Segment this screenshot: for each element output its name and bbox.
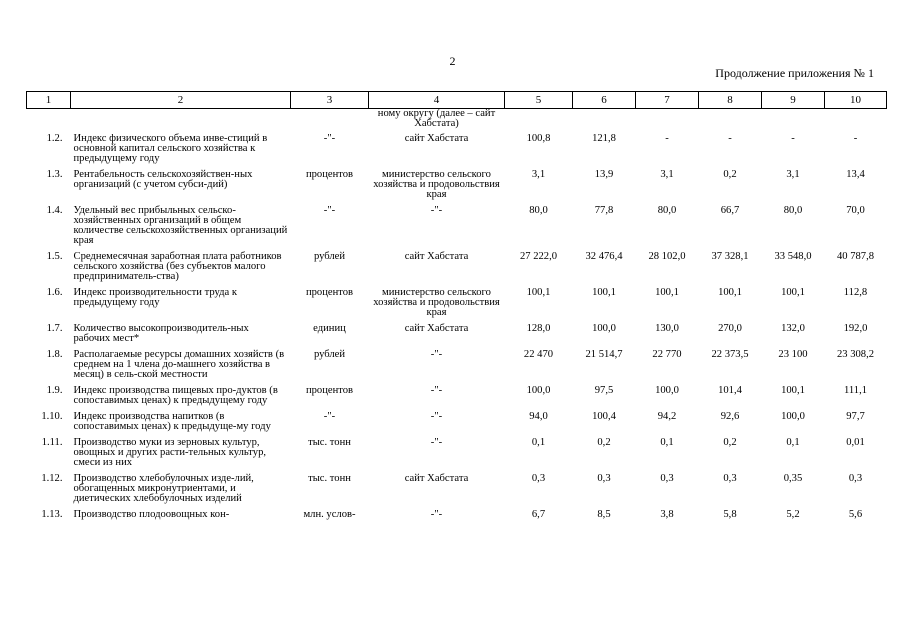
- value-cell: 3,1: [660, 169, 674, 180]
- source-cell: министерство сельского хозяйства и продовольствия края: [373, 287, 500, 318]
- value-cell: 94,0: [529, 411, 548, 422]
- row-number: 1.10.: [41, 411, 63, 422]
- value-cell: 28 102,0: [648, 251, 686, 262]
- value-cell: 0,1: [660, 437, 674, 448]
- source-cell: министерство сельского хозяйства и продовольствия края: [373, 169, 500, 200]
- row-number: 1.12.: [41, 473, 63, 484]
- value-cell: 0,3: [660, 473, 674, 484]
- source-cell: сайт Хабстата: [404, 251, 469, 262]
- row-number: 1.9.: [46, 385, 63, 396]
- value-cell: -: [853, 133, 858, 144]
- column-header-10: 10: [825, 92, 887, 109]
- value-cell: 0,3: [848, 473, 863, 484]
- table-row: [27, 203, 887, 249]
- unit-cell: рублей: [313, 251, 346, 262]
- value-cell: 97,7: [846, 411, 865, 422]
- value-cell: 100,0: [655, 385, 679, 396]
- value-cell: 80,0: [657, 205, 677, 216]
- value-cell: 5,6: [848, 509, 863, 520]
- empty-cell: [27, 109, 71, 132]
- empty-cell: [825, 109, 887, 132]
- table-row: [27, 249, 887, 285]
- source-cell: -"-: [430, 385, 443, 396]
- row-number: 1.4.: [46, 205, 63, 216]
- value-cell: 100,0: [526, 385, 551, 396]
- value-cell: 0,3: [531, 473, 546, 484]
- value-cell: 3,1: [786, 169, 800, 180]
- table-row: [27, 131, 887, 167]
- empty-cell: [71, 109, 291, 132]
- continuation-source: ному округу (далее – сайт Хабстата): [377, 108, 496, 129]
- column-header-1: 1: [27, 92, 71, 109]
- value-cell: 92,6: [720, 411, 740, 422]
- value-cell: -: [728, 133, 732, 144]
- value-cell: 100,8: [526, 133, 551, 144]
- indicator-name: Индекс производства напитков (в сопоставимых ценах) к предыдуще-му году: [73, 411, 271, 432]
- value-cell: 5,2: [786, 509, 800, 520]
- table-row: [27, 167, 887, 203]
- source-cell: сайт Хабстата: [404, 473, 469, 484]
- unit-cell: -"-: [323, 411, 336, 422]
- value-cell: 77,8: [594, 205, 614, 216]
- unit-cell: рублей: [313, 349, 346, 360]
- value-cell: 0,3: [597, 473, 611, 484]
- value-cell: 3,8: [660, 509, 674, 520]
- continuation-row: [27, 109, 887, 132]
- value-cell: 6,7: [531, 509, 546, 520]
- value-cell: 100,1: [655, 287, 679, 298]
- value-cell: 94,2: [657, 411, 677, 422]
- value-cell: -: [791, 133, 795, 144]
- unit-cell: процентов: [305, 169, 354, 180]
- value-cell: 80,0: [783, 205, 803, 216]
- empty-cell: [505, 109, 573, 132]
- value-cell: 0,35: [783, 473, 803, 484]
- value-cell: 70,0: [846, 205, 865, 216]
- value-cell: 100,4: [592, 411, 616, 422]
- indicator-name: Количество высокопроизводитель-ных рабочих мест*: [73, 323, 249, 344]
- table-row: [27, 347, 887, 383]
- indicator-name: Производство муки из зерновых культур, овощных и других расти-тельных культур, смеси из них: [73, 437, 267, 468]
- empty-cell: [573, 109, 636, 132]
- indicator-name: Производство хлебобулочных изде-лий, обогащенных микронутриентами, и диетических хлебобулочных изделий: [73, 473, 254, 504]
- value-cell: 66,7: [720, 205, 740, 216]
- column-header-8: 8: [699, 92, 762, 109]
- value-cell: 100,1: [781, 287, 805, 298]
- value-cell: 22 470: [523, 349, 554, 360]
- unit-cell: -"-: [323, 133, 336, 144]
- table-row: [27, 507, 887, 523]
- unit-cell: млн. услов-: [303, 509, 356, 520]
- source-cell: -"-: [430, 509, 443, 520]
- value-cell: 21 514,7: [585, 349, 623, 360]
- value-cell: 32 476,4: [585, 251, 623, 262]
- value-cell: 0,1: [786, 437, 800, 448]
- value-cell: 100,1: [592, 287, 616, 298]
- value-cell: 13,4: [846, 169, 865, 180]
- value-cell: 23 308,2: [836, 349, 875, 360]
- value-cell: 100,0: [592, 323, 616, 334]
- value-cell: 37 328,1: [711, 251, 749, 262]
- table-row: [27, 471, 887, 507]
- unit-cell: -"-: [323, 205, 336, 216]
- appendix-title: Продолжение приложения № 1: [715, 66, 874, 80]
- column-header-2: 2: [71, 92, 291, 109]
- value-cell: 3,1: [531, 169, 546, 180]
- value-cell: 192,0: [843, 323, 868, 334]
- indicator-name: Производство плодоовощных кон-: [73, 509, 230, 520]
- value-cell: 128,0: [526, 323, 551, 334]
- value-cell: 0,2: [723, 169, 737, 180]
- value-cell: 22 373,5: [711, 349, 749, 360]
- indicator-name: Индекс производства пищевых про-дуктов (в сопоставимых ценах) к предыдущему году: [73, 385, 278, 406]
- empty-cell: [762, 109, 825, 132]
- value-cell: 40 787,8: [836, 251, 875, 262]
- value-cell: 0,2: [723, 437, 737, 448]
- unit-cell: единиц: [313, 323, 346, 334]
- unit-cell: процентов: [305, 385, 354, 396]
- indicators-table: [26, 91, 887, 523]
- value-cell: 97,5: [594, 385, 614, 396]
- value-cell: -: [665, 133, 669, 144]
- row-number: 1.13.: [41, 509, 63, 520]
- row-number: 1.3.: [46, 169, 63, 180]
- table-row: [27, 435, 887, 471]
- value-cell: 27 222,0: [519, 251, 558, 262]
- value-cell: 0,3: [723, 473, 737, 484]
- column-header-4: 4: [369, 92, 505, 109]
- row-number: 1.6.: [46, 287, 63, 298]
- indicator-name: Индекс производительности труда к предыдущему году: [73, 287, 238, 308]
- indicator-name: Рентабельность сельскохозяйствен-ных организаций (с учетом субси-дий): [73, 169, 253, 190]
- source-cell: сайт Хабстата: [404, 133, 469, 144]
- value-cell: 33 548,0: [774, 251, 812, 262]
- row-number: 1.2.: [46, 133, 63, 144]
- row-number: 1.5.: [46, 251, 63, 262]
- value-cell: 100,1: [526, 287, 551, 298]
- column-header-9: 9: [762, 92, 825, 109]
- value-cell: 101,4: [718, 385, 742, 396]
- row-number: 1.8.: [46, 349, 63, 360]
- column-header-3: 3: [291, 92, 369, 109]
- source-cell: -"-: [430, 411, 443, 422]
- empty-cell: [636, 109, 699, 132]
- table-row: [27, 409, 887, 435]
- empty-cell: [291, 109, 369, 132]
- value-cell: 22 770: [652, 349, 682, 360]
- value-cell: 121,8: [592, 133, 616, 144]
- table-row: [27, 321, 887, 347]
- value-cell: 13,9: [594, 169, 614, 180]
- value-cell: 100,0: [781, 411, 805, 422]
- header-row: [27, 92, 887, 109]
- value-cell: 130,0: [655, 323, 679, 334]
- value-cell: 0,2: [597, 437, 611, 448]
- source-cell: -"-: [430, 349, 443, 360]
- indicator-name: Среднемесячная заработная плата работников сельского хозяйства (без субъектов малого предприниматель-ства): [73, 251, 282, 282]
- value-cell: 0,01: [846, 437, 865, 448]
- row-number: 1.11.: [41, 437, 63, 448]
- page-number: 2: [449, 54, 456, 68]
- indicator-name: Индекс физического объема инве-стиций в основной капитал сельского хозяйства к предыдущему году: [73, 133, 268, 164]
- table-row: [27, 285, 887, 321]
- source-cell: -"-: [430, 205, 443, 216]
- indicator-name: Располагаемые ресурсы домашних хозяйств (в среднем на 1 члена до-машнего хозяйства в месяц) в сель-ской местности: [73, 349, 285, 380]
- value-cell: 270,0: [718, 323, 742, 334]
- source-cell: сайт Хабстата: [404, 323, 469, 334]
- row-number: 1.7.: [46, 323, 63, 334]
- column-header-6: 6: [573, 92, 636, 109]
- value-cell: 132,0: [781, 323, 805, 334]
- source-cell: -"-: [430, 437, 443, 448]
- unit-cell: тыс. тонн: [308, 473, 351, 484]
- unit-cell: процентов: [305, 287, 354, 298]
- empty-cell: [699, 109, 762, 132]
- column-header-7: 7: [636, 92, 699, 109]
- value-cell: 0,1: [531, 437, 546, 448]
- value-cell: 112,8: [843, 287, 868, 298]
- value-cell: 8,5: [597, 509, 611, 520]
- value-cell: 5,8: [723, 509, 737, 520]
- value-cell: 100,1: [718, 287, 742, 298]
- value-cell: 111,1: [843, 385, 868, 396]
- value-cell: 80,0: [529, 205, 548, 216]
- column-header-5: 5: [505, 92, 573, 109]
- value-cell: 100,1: [781, 385, 805, 396]
- indicator-name: Удельный вес прибыльных сельско-хозяйственных организаций в общем количестве сельскохозяйственных организаций края: [73, 205, 288, 246]
- unit-cell: тыс. тонн: [308, 437, 351, 448]
- value-cell: 23 100: [778, 349, 808, 360]
- table-row: [27, 383, 887, 409]
